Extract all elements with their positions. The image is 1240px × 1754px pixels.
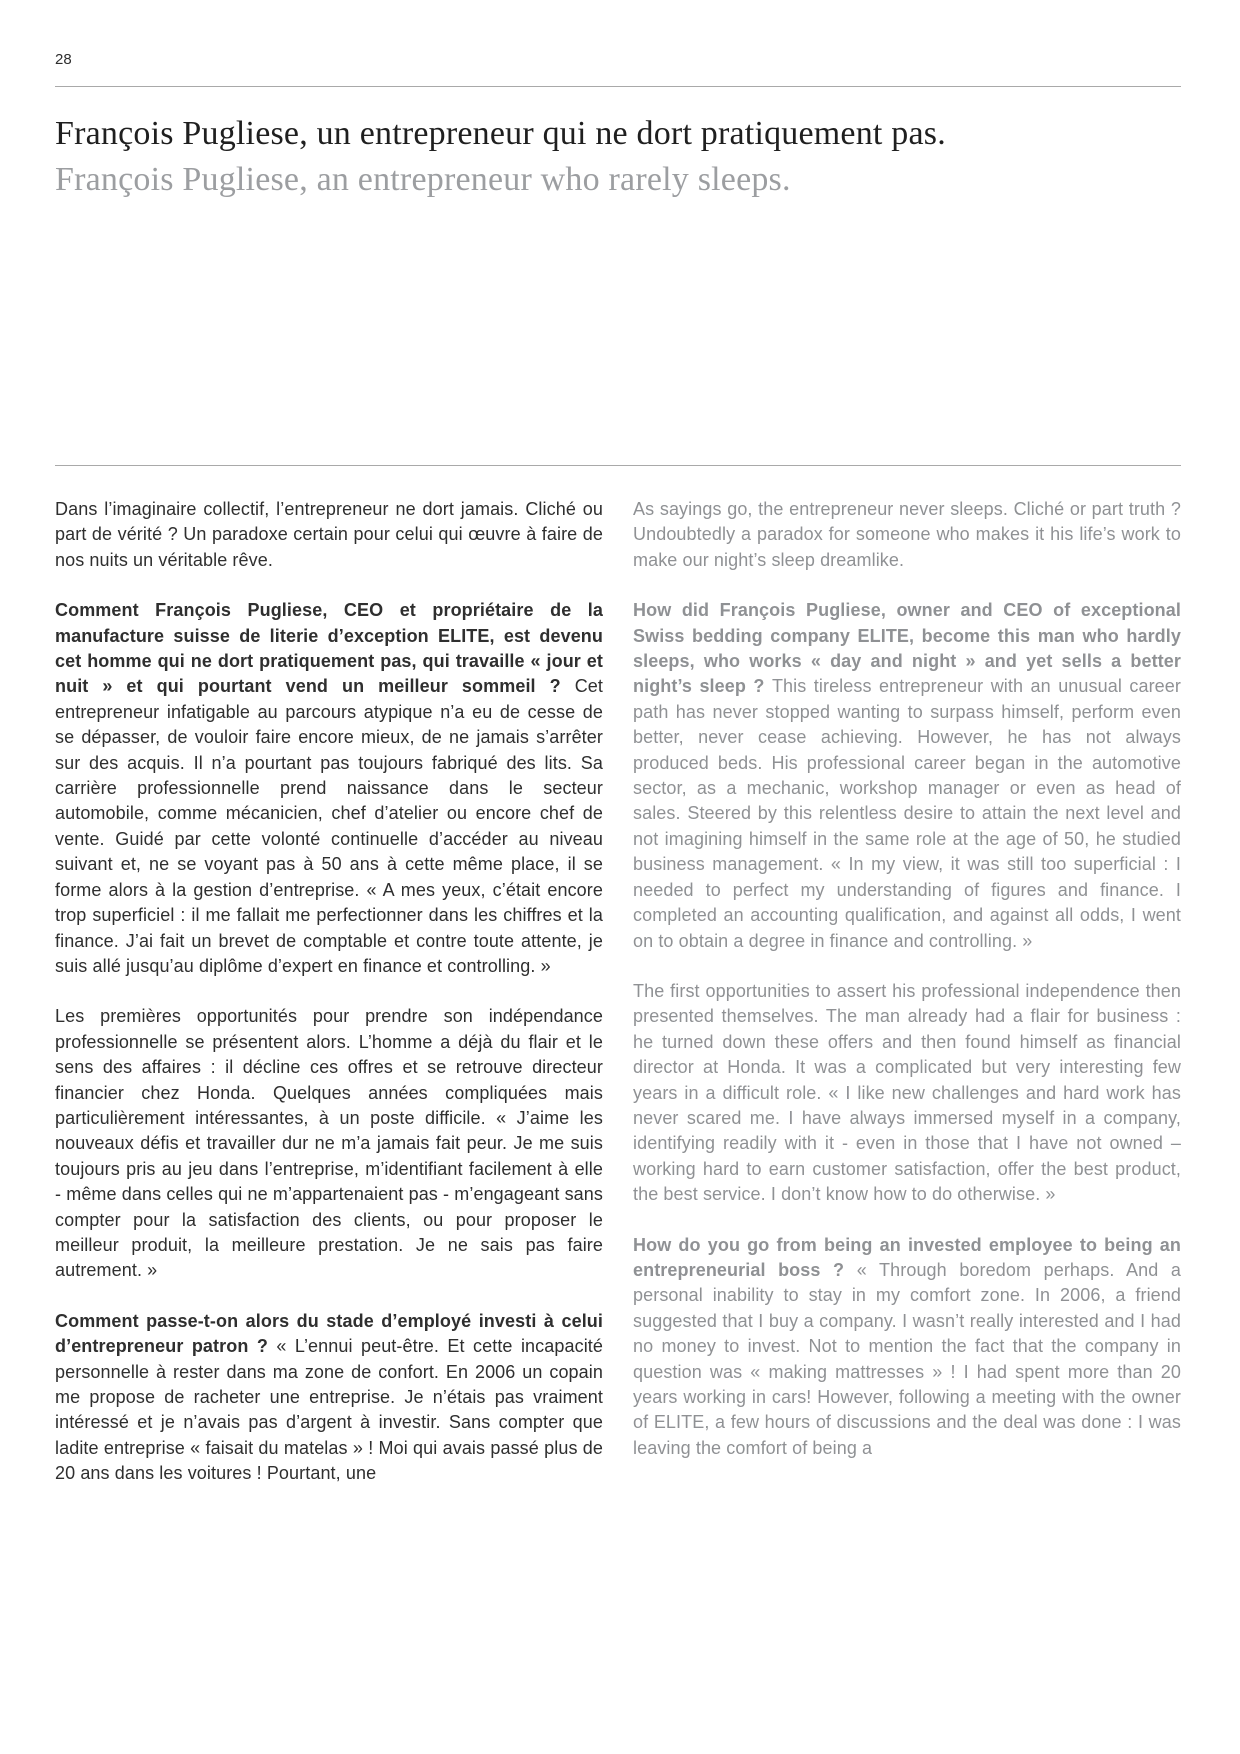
paragraph-text: « Through boredom perhaps. And a personal inability to stay in my comfort zone. In 2006, a friend suggested that I buy a company. I wasn’t really interested and I had no money to invest. Not to mention the fact that the company in question was « making mattresses » ! I had spent more than 20 years working in cars! However, following a meeting with the owner of ELITE, a few hours of discussions and the deal was done : I was leaving the comfort of being a <box>633 1259 1181 1458</box>
paragraph-text: Cet entrepreneur infatigable au parcours atypique n’a eu de cesse de se dépasser, de vouloir faire encore mieux, de ne jamais s’arrêter sur des acquis. Il n’a pourtant pas toujours fabriqué des lits. Sa carrière professionnelle prend naissance dans le secteur automobile, comme mécanicien, chef d’atelier ou encore chef de vente. Guidé par cette volonté continuelle d’accéder au niveau suivant et, ne se voyant pas à 50 ans à cette même place, il se forme alors à la gestion d’entreprise. « A mes yeux, c’était encore trop superficiel : il me fallait me perfectionner dans les chiffres et la finance. J’ai fait un brevet de comptable et contre toute attente, je suis allé jusqu’au diplôme d’expert en finance et controlling. » <box>55 676 603 976</box>
paragraph <box>55 1004 603 1283</box>
interview-question-text: Comment François Pugliese, CEO et propriétaire de la manufacture suisse de literie d’exception ELITE, est devenu cet homme qui ne dort pratiquement pas, qui travaille « jour et nuit » et qui pourtant vend un meilleur sommeil ? <box>55 600 603 697</box>
article-title-french: François Pugliese, un entrepreneur qui ne dort pratiquement pas. <box>55 115 946 152</box>
column-french <box>55 497 603 1512</box>
paragraph-text: Dans l’imaginaire collectif, l’entrepreneur ne dort jamais. Cliché ou part de vérité ? Un paradoxe certain pour celui qui œuvre à faire de nos nuits un véritable rêve. <box>55 499 603 570</box>
paragraph <box>55 497 603 573</box>
paragraph-text: Les premières opportunités pour prendre son indépendance professionnelle se présentent alors. L’homme a déjà du flair et le sens des affaires : il décline ces offres et se retrouve directeur financier chez Honda. Quelques années compliquées mais particulièrement intéressantes, à un poste difficile. « J’aime les nouveaux défis et travailler dur ne m’a jamais fait peur. Je me suis toujours pris au jeu dans l’entreprise, m’identifiant facilement à elle - même dans celles qui ne m’appartenaient pas - m’engageant sans compter pour la satisfaction des clients, ou pour proposer le meilleur produit, la meilleure prestation. Je ne sais pas faire autrement. » <box>55 1006 603 1281</box>
paragraph-text: As sayings go, the entrepreneur never sleeps. Cliché or part truth ? Undoubtedly a paradox for someone who makes it his life’s work to make our night’s sleep dreamlike. <box>633 499 1181 570</box>
paragraph <box>55 1309 603 1487</box>
interview-question-text: How did François Pugliese, owner and CEO of exceptional Swiss bedding company ELITE, become this man who hardly sleeps, who works « day and night » and yet sells a better night’s sleep ? <box>633 600 1181 697</box>
paragraph-text: The first opportunities to assert his professional independence then presented themselves. The man already had a flair for business : he turned down these offers and then found himself as financial director at Honda. It was a complicated but very interesting few years in a difficult role. « I like new challenges and hard work has never scared me. I have always immersed myself in a company, identifying readily with it - even in those that I have not owned – working hard to earn customer satisfaction, offer the best product, the best service. I don’t know how to do otherwise. » <box>633 980 1181 1205</box>
interview-question-text: How do you go from being an invested employee to being an entrepreneurial boss ? <box>633 1234 1181 1280</box>
paragraph <box>633 1233 1181 1462</box>
page-number: 28 <box>55 51 72 68</box>
paragraph <box>55 598 603 979</box>
body-divider <box>55 465 1181 466</box>
paragraph <box>633 497 1181 573</box>
paragraph <box>633 979 1181 1208</box>
column-english <box>633 497 1181 1512</box>
header-top-divider <box>55 86 1181 87</box>
interview-question-text: Comment passe-t-on alors du stade d’employé investi à celui d’entrepreneur patron ? <box>55 1310 603 1357</box>
article-title-english: François Pugliese, an entrepreneur who rarely sleeps. <box>55 161 791 198</box>
paragraph-text: « L’ennui peut-être. Et cette incapacité personnelle à rester dans ma zone de confort. En 2006 un copain me propose de racheter une entreprise. Je n’étais pas vraiment intéressé et je n’avais pas d’argent à investir. Sans compter que ladite entreprise « faisait du matelas » ! Moi qui avais passé plus de 20 ans dans les voitures ! Pourtant, une <box>55 1336 603 1484</box>
paragraph-text: This tireless entrepreneur with an unusual career path has never stopped wanting to surpass himself, perform even better, never cease achieving. However, he has not always produced beds. His professional career began in the automotive sector, as a mechanic, workshop manager or even as head of sales. Steered by this relentless desire to attain the next level and not imagining himself in the same role at the age of 50, he studied business management. « In my view, it was still too superficial : I needed to perfect my understanding of figures and finance. I completed an accounting qualification, and against all odds, I went on to obtain a degree in finance and controlling. » <box>633 676 1181 951</box>
paragraph <box>633 598 1181 954</box>
article-columns <box>55 497 1181 1512</box>
